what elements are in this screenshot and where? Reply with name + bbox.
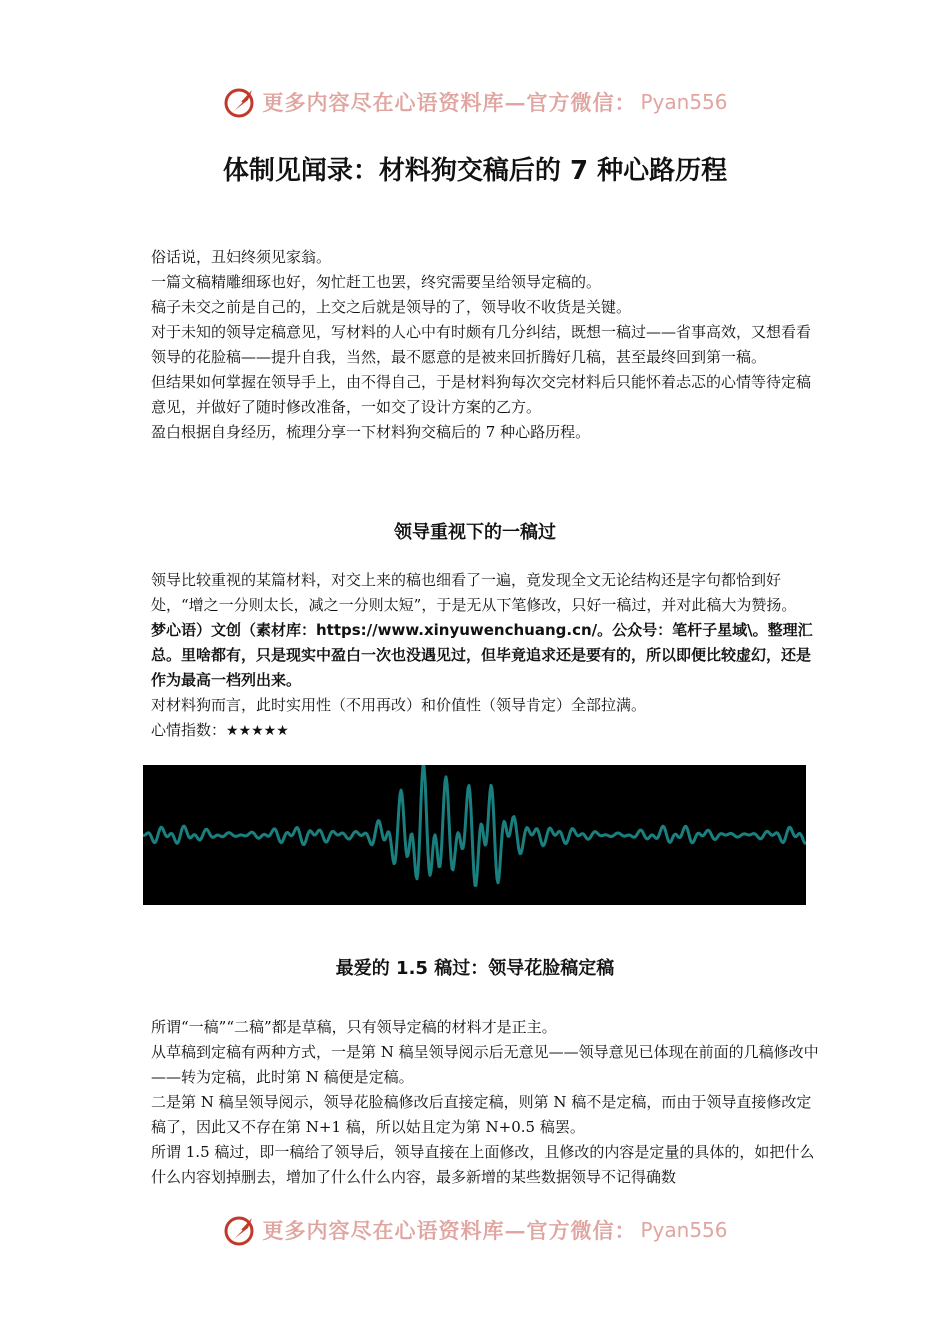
- banner-wechat-id: Pyan556: [640, 90, 728, 114]
- section-2-paragraph: 所谓 1.5 稿过，即一稿给了领导后，领导直接在上面修改，且修改的内容是定量的具体的，如把什么什么内容划掉删去，增加了什么什么内容，最多新增的某些数据领导不记得确数: [151, 1143, 815, 1186]
- waveform-graphic: [143, 765, 806, 905]
- star-icons: ★★★★★: [226, 723, 289, 739]
- intro-paragraph: 稿子未交之前是自己的，上交之后就是领导的了，领导收不收货是关键。: [151, 298, 632, 316]
- section-heading-1: 领导重视下的一稿过: [394, 522, 556, 543]
- intro-paragraph: 对于未知的领导定稿意见，写材料的人心中有时颇有几分纠结，既想一稿过——省事高效，又想看看领导的花脸稿——提升自我，当然，最不愿意的是被来回折腾好几稿，甚至最终回到第一稿。: [151, 323, 812, 366]
- page-title: 体制见闻录：材料狗交稿后的 7 种心路历程: [222, 156, 728, 186]
- intro-paragraph: 一篇文稿精雕细琢也好，匆忙赶工也罢，终究需要呈给领导定稿的。: [151, 273, 602, 291]
- intro-paragraph: 盈白根据自身经历，梳理分享一下材料狗交稿后的 7 种心路历程。: [151, 423, 591, 441]
- quill-logo-icon: [222, 1212, 258, 1248]
- waveform-line: [143, 766, 806, 886]
- intro-section: [151, 245, 821, 445]
- footer-banner: [0, 1210, 950, 1250]
- section-2-body: [151, 1015, 821, 1190]
- waveform-image: [143, 765, 806, 905]
- banner-wechat-id: Pyan556: [640, 1218, 728, 1242]
- intro-paragraph: 但结果如何掌握在领导手上，由不得自己，于是材料狗每次交完材料后只能怀着忐忑的心情等待定稿意见，并做好了随时修改准备，一如交了设计方案的乙方。: [151, 373, 812, 416]
- banner-text: 更多内容尽在心语资料库—官方微信：: [262, 90, 637, 115]
- banner-text: 更多内容尽在心语资料库—官方微信：: [262, 1218, 637, 1243]
- section-2-paragraph: 从草稿到定稿有两种方式，一是第 N 稿呈领导阅示后无意见——领导意见已体现在前面的几稿修改中——转为定稿，此时第 N 稿便是定稿。: [151, 1043, 819, 1086]
- mood-rating: [151, 718, 821, 744]
- section-heading-2: 最爱的 1.5 稿过：领导花脸稿定稿: [335, 958, 615, 979]
- section-2-paragraph: 二是第 N 稿呈领导阅示，领导花脸稿修改后直接定稿，则第 N 稿不是定稿，而由于领导直接修改定稿了，因此又不存在第 N+1 稿，所以姑且定为第 N+0.5 稿罢。: [151, 1093, 812, 1136]
- quill-logo-icon: [222, 84, 258, 120]
- section-1-body: [151, 568, 821, 744]
- header-banner: [0, 82, 950, 122]
- intro-paragraph: 俗话说，丑妇终须见家翁。: [151, 248, 332, 266]
- section-1-paragraph: 领导比较重视的某篇材料，对交上来的稿也细看了一遍，竟发现全文无论结构还是字句都恰到好处，“增之一分则太长，减之一分则太短”，于是无从下笔修改，只好一稿过，并对此稿大为赞扬。: [151, 571, 797, 614]
- mood-rating-label: 心情指数：: [151, 721, 227, 739]
- promo-paragraph: 梦心语）文创（素材库：https://www.xinyuwenchuang.cn/。公众号：笔杆子星域\。整理汇总。里啥都有，只是现实中盈白一次也没遇见过，但毕竟追求还是要有的，所以即便比较虚幻，还是作为最高一档列出来。: [151, 621, 813, 689]
- section-2-paragraph: 所谓“一稿”“二稿”都是草稿，只有领导定稿的材料才是正主。: [151, 1018, 557, 1036]
- section-1-paragraph: 对材料狗而言，此时实用性（不用再改）和价值性（领导肯定）全部拉满。: [151, 696, 647, 714]
